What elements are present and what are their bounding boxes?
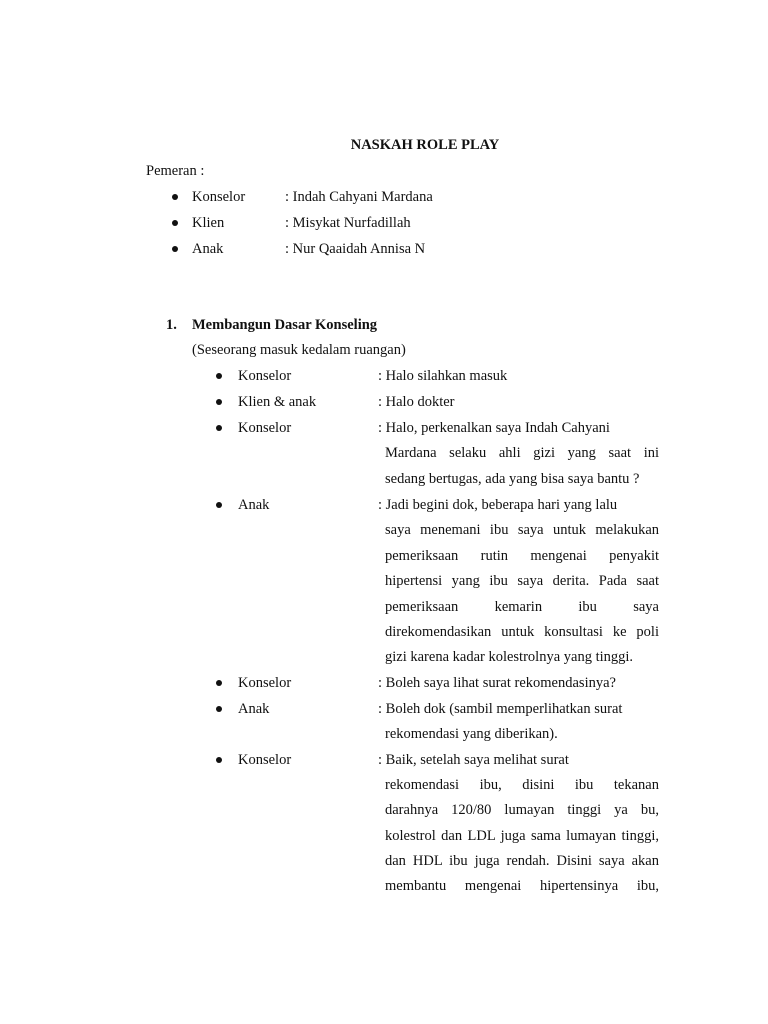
speaker: Konselor [238,675,292,691]
speaker: Konselor [238,752,292,768]
bullet-icon [216,425,222,431]
speaker: Konselor [238,368,292,384]
dialogue-line: direkomendasikan untuk konsultasi ke poli [385,624,659,640]
dialogue-line: pemeriksaan kemarin ibu saya [385,599,659,615]
stage-direction: (Seseorang masuk kedalam ruangan) [192,342,406,358]
dialogue-line: sedang bertugas, ada yang bisa saya bantu ? [385,471,640,487]
document-title: NASKAH ROLE PLAY [350,137,500,153]
dialogue-line: pemeriksaan rutin mengenai penyakit [385,548,659,564]
bullet-icon [216,757,222,763]
dialogue-line: : Halo dokter [378,394,455,410]
dialogue-line: membantu mengenai hipertensinya ibu, [385,878,659,894]
cast-name: : Indah Cahyani Mardana [285,189,433,205]
speaker: Konselor [238,420,292,436]
bullet-icon [216,680,222,686]
bullet-icon [216,502,222,508]
dialogue-line: rekomendasi yang diberikan). [385,726,558,742]
dialogue-line: saya menemani ibu saya untuk melakukan [385,522,659,538]
dialogue-line: hipertensi yang ibu saya derita. Pada saat [385,573,659,589]
dialogue-line: : Halo silahkan masuk [378,368,508,384]
bullet-icon [216,373,222,379]
cast-heading: Pemeran : [146,163,205,179]
dialogue-line: : Boleh saya lihat surat rekomendasinya? [378,675,616,691]
section-number: 1. [166,317,177,333]
dialogue-line: gizi karena kadar kolestrolnya yang tinggi. [385,649,634,665]
dialogue-line: : Baik, setelah saya melihat surat [378,752,569,768]
dialogue-line: : Jadi begini dok, beberapa hari yang lalu [378,497,618,513]
cast-role: Anak [192,241,224,257]
dialogue-line: dan HDL ibu juga rendah. Disini saya akan [385,853,659,869]
cast-role: Konselor [192,189,246,205]
dialogue-line: Mardana selaku ahli gizi yang saat ini [385,445,659,461]
dialogue-line: : Boleh dok (sambil memperlihatkan surat [378,701,623,717]
dialogue-line: darahnya 120/80 lumayan tinggi ya bu, [385,802,659,818]
bullet-icon [172,220,178,226]
bullet-icon [172,194,178,200]
cast-name: : Misykat Nurfadillah [285,215,411,231]
dialogue-line: rekomendasi ibu, disini ibu tekanan [385,777,659,793]
bullet-icon [216,706,222,712]
bullet-icon [216,399,222,405]
section-heading: Membangun Dasar Konseling [192,317,378,333]
dialogue-line: : Halo, perkenalkan saya Indah Cahyani [378,420,610,436]
cast-name: : Nur Qaaidah Annisa N [285,241,426,257]
speaker: Anak [238,497,270,513]
bullet-icon [172,246,178,252]
speaker: Anak [238,701,270,717]
cast-role: Klien [192,215,225,231]
dialogue-line: kolestrol dan LDL juga sama lumayan tinggi, [385,828,659,844]
speaker: Klien & anak [238,394,317,410]
